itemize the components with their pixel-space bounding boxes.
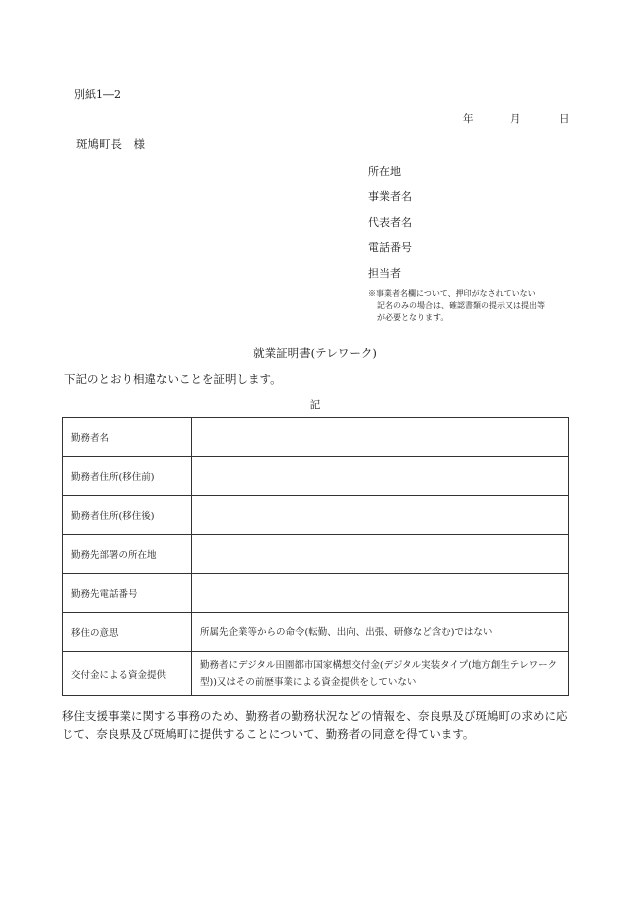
table-row: [63, 535, 569, 574]
row-label-grant-funding: 交付金による資金提供: [63, 652, 192, 696]
row-value-address-before[interactable]: [192, 457, 569, 496]
document-title: 就業証明書(テレワーク): [253, 346, 377, 360]
row-label-worker-name: 勤務者名: [63, 418, 192, 457]
table-row: [63, 574, 569, 613]
table-row: [63, 652, 569, 696]
representative-label: 代表者名: [368, 216, 412, 229]
row-value-office-phone[interactable]: [192, 574, 569, 613]
date-year-label: 年: [463, 113, 474, 125]
row-label-relocation-intent: 移住の意思: [63, 613, 192, 652]
phone-label: 電話番号: [368, 241, 412, 254]
table-row: [63, 418, 569, 457]
address-label: 所在地: [368, 165, 401, 178]
seal-note-line: 記名のみの場合は、確認書類の提示又は提出等: [377, 301, 545, 310]
row-value-address-after[interactable]: [192, 496, 569, 535]
consent-statement: 移住支援事業に関する事務のため、勤務者の勤務状況などの情報を、奈良県及び斑鳩町の求めに応じて、奈良県及び斑鳩町に提供することについて、勤務者の同意を得ています。: [62, 709, 568, 741]
contact-person-label: 担当者: [368, 267, 401, 280]
certification-statement: 下記のとおり相違ないことを証明します。: [64, 372, 282, 386]
recipient: 斑鳩町長 様: [76, 137, 145, 151]
annex-number: 別紙1―2: [74, 88, 121, 101]
date-day-label: 日: [559, 113, 570, 125]
row-label-address-after: 勤務者住所(移住後): [63, 496, 192, 535]
row-label-office-phone: 勤務先電話番号: [63, 574, 192, 613]
table-row: [63, 613, 569, 652]
row-value-grant-funding: 勤務者にデジタル田園都市国家構想交付金(デジタル実装タイプ(地方創生テレワーク型))又はその前歴事業による資金提供をしていない: [192, 652, 569, 696]
seal-note-line: ※事業者名欄について、押印がなされていない: [368, 289, 536, 298]
row-value-worker-name[interactable]: [192, 418, 569, 457]
row-label-office-location: 勤務先部署の所在地: [63, 535, 192, 574]
table-row: [63, 496, 569, 535]
seal-note-line: が必要となります。: [377, 313, 449, 322]
business-name-label: 事業者名: [368, 190, 412, 203]
seal-note: [368, 288, 578, 324]
row-label-address-before: 勤務者住所(移住前): [63, 457, 192, 496]
date-month-label: 月: [510, 113, 521, 125]
certificate-table: [62, 417, 569, 696]
row-value-relocation-intent: 所属先企業等からの命令(転勤、出向、出張、研修など含む)ではない: [192, 613, 569, 652]
ki-heading: 記: [309, 399, 321, 411]
table-row: [63, 457, 569, 496]
row-value-office-location[interactable]: [192, 535, 569, 574]
